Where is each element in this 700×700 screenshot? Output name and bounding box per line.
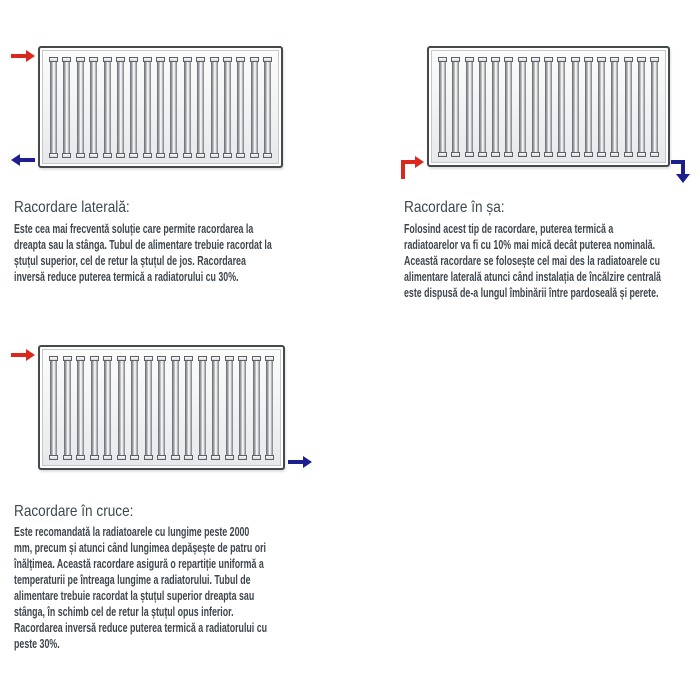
radiator-fin [610, 57, 619, 157]
body-line: Această racordare se folosește cel mai des la radiatoarele cu [404, 253, 661, 268]
body-line: peste 30%. [14, 636, 60, 651]
radiator-fin [650, 57, 659, 157]
radiator-fin [465, 57, 474, 157]
section-heading-cross: Racordare în cruce: [14, 503, 134, 520]
radiator-fin [49, 57, 58, 158]
radiator-illustration [38, 46, 283, 168]
radiator-fin [198, 356, 207, 460]
radiator-fin [571, 57, 580, 157]
body-line: ștuțul superior, cel de retur la ștuțul de jos. Racordarea [14, 253, 246, 268]
radiator-fin [196, 57, 205, 158]
radiator-fin [63, 356, 72, 460]
radiator-illustration [427, 46, 670, 167]
radiator-fin [129, 57, 138, 158]
radiator-fin [557, 57, 566, 157]
body-line: temperaturii pe întreaga lungime a radiatorului. Tubul de [14, 572, 251, 587]
radiator-fin [117, 356, 126, 460]
radiator-fin [478, 57, 487, 157]
radiator-fin [183, 57, 192, 158]
section-body-saddle [404, 221, 661, 301]
radiator-fin [49, 356, 58, 460]
body-line: Racordarea inversă reduce puterea termică a radiatorului cu [14, 620, 268, 635]
supply-elbow-arrow-icon [399, 153, 426, 179]
radiator-fin [624, 57, 633, 157]
radiator-fin [252, 356, 261, 460]
supply-arrow-icon [11, 50, 35, 62]
body-line: este dispusă de-a lungul îmbinării între pardoseală și perete. [404, 285, 659, 300]
radiator-fin [451, 57, 460, 157]
radiator-fins [49, 57, 272, 158]
return-elbow-arrow-icon [671, 153, 693, 185]
body-line: Este recomandată la radiatoarele cu lungime peste 2000 [14, 524, 250, 539]
radiator-fin [584, 57, 593, 157]
radiator-fin [157, 356, 166, 460]
radiator-fins [49, 356, 274, 460]
radiator-fin [225, 356, 234, 460]
body-line: alimentare laterală atunci când instalația de încălzire centrală [404, 269, 661, 284]
radiator-fin [637, 57, 646, 157]
radiator-fin [156, 57, 165, 158]
radiator-fin [531, 57, 540, 157]
section-body-cross [14, 524, 267, 652]
radiator-fin [236, 57, 245, 158]
radiator-fin [238, 356, 247, 460]
radiator-fin [184, 356, 193, 460]
section-heading-saddle: Racordare în șa: [404, 199, 505, 216]
radiator-fin [544, 57, 553, 157]
radiator-fin [143, 57, 152, 158]
radiator-fin [438, 57, 447, 157]
supply-arrow-icon [11, 349, 35, 361]
radiator-fin [223, 57, 232, 158]
section-body-lateral [14, 221, 272, 285]
radiator-fin [76, 57, 85, 158]
body-line: Este cea mai frecventă soluție care permite racordarea la [14, 221, 254, 236]
radiator-fin [76, 356, 85, 460]
radiator-fins [438, 57, 659, 157]
body-line: Folosind acest tip de racordare, puterea termică a [404, 221, 614, 236]
section-heading-lateral: Racordare laterală: [14, 199, 130, 216]
return-arrow-icon [11, 154, 35, 166]
radiator-fin [62, 57, 71, 158]
radiator-fin [504, 57, 513, 157]
radiator-fin [597, 57, 606, 157]
radiator-fin [116, 57, 125, 158]
radiator-fin [103, 57, 112, 158]
radiator-fin [211, 356, 220, 460]
radiator-fin [263, 57, 272, 158]
radiator-illustration [38, 345, 285, 470]
radiator-fin [89, 57, 98, 158]
radiator-fin [90, 356, 99, 460]
radiator-fin [265, 356, 274, 460]
radiator-fin [491, 57, 500, 157]
radiator-fin [171, 356, 180, 460]
body-line: mm, precum și atunci când lungimea depășește de patru ori [14, 540, 267, 555]
radiator-fin [103, 356, 112, 460]
radiator-fin [518, 57, 527, 157]
body-line: inversă reduce puterea termică a radiatorului cu 30%. [14, 269, 239, 284]
radiator-fin [169, 57, 178, 158]
body-line: dreapta sau la stânga. Tubul de alimentare trebuie racordat la [14, 237, 272, 252]
radiator-fin [130, 356, 139, 460]
body-line: înălțimea. Această racordare asigură o repartiție uniformă a [14, 556, 264, 571]
body-line: stânga, în schimb cel de retur la ștuțul opus inferior. [14, 604, 234, 619]
radiator-fin [144, 356, 153, 460]
radiator-fin [210, 57, 219, 158]
return-arrow-icon [288, 456, 312, 468]
radiator-fin [250, 57, 259, 158]
body-line: alimentare trebuie racordat la ștuțul superior dreapta sau [14, 588, 255, 603]
body-line: radiatoarelor va fi cu 10% mai mică decât puterea nominală. [404, 237, 656, 252]
